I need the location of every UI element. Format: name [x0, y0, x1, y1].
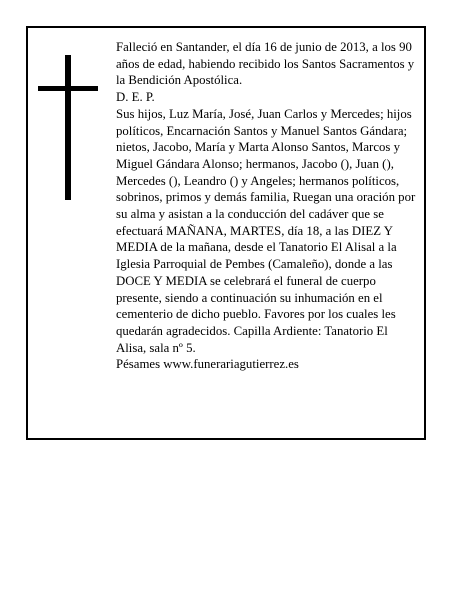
latin-cross-icon [38, 55, 98, 200]
notice-text [116, 39, 418, 373]
family-paragraph: Sus hijos, Luz María, José, Juan Carlos y Mercedes; hijos políticos, Encarnación Santos y Manuel Santos Gándara; nietos, Jacobo, María y Marta Alonso Santos, Marcos y Miguel Gándara Alonso; hermanos, Jacobo (), Juan (), Mercedes (), Leandro () y Angeles; hermanos políticos, sobrinos, primos y demás familia, Ruegan una oración por su alma y asistan a la conducción del cadáver que se efectuará MAÑANA, MARTES, día 18, a las DIEZ Y MEDIA de la mañana, desde el Tanatorio El Alisal a la Iglesia Parroquial de Pembes (Camaleño), donde a las DOCE Y MEDIA se celebrará el funeral de cuerpo presente, siendo a continuación su inhumación en el cementerio de dicho pueblo. Favores por los cuales les quedarán agradecidos. Capilla Ardiente: Tanatorio El Alisa, sala nº 5. [116, 106, 416, 355]
cross-vertical-bar [65, 55, 71, 200]
cross-horizontal-bar [38, 86, 98, 91]
rip-line: D. E. P. [116, 90, 155, 105]
condolences-line: Pésames www.funerariagutierrez.es [116, 357, 299, 372]
death-paragraph: Falleció en Santander, el día 16 de junio de 2013, a los 90 años de edad, habiendo recibido los Santos Sacramentos y la Bendición Apostólica. [116, 40, 415, 88]
obituary-notice [26, 26, 426, 440]
